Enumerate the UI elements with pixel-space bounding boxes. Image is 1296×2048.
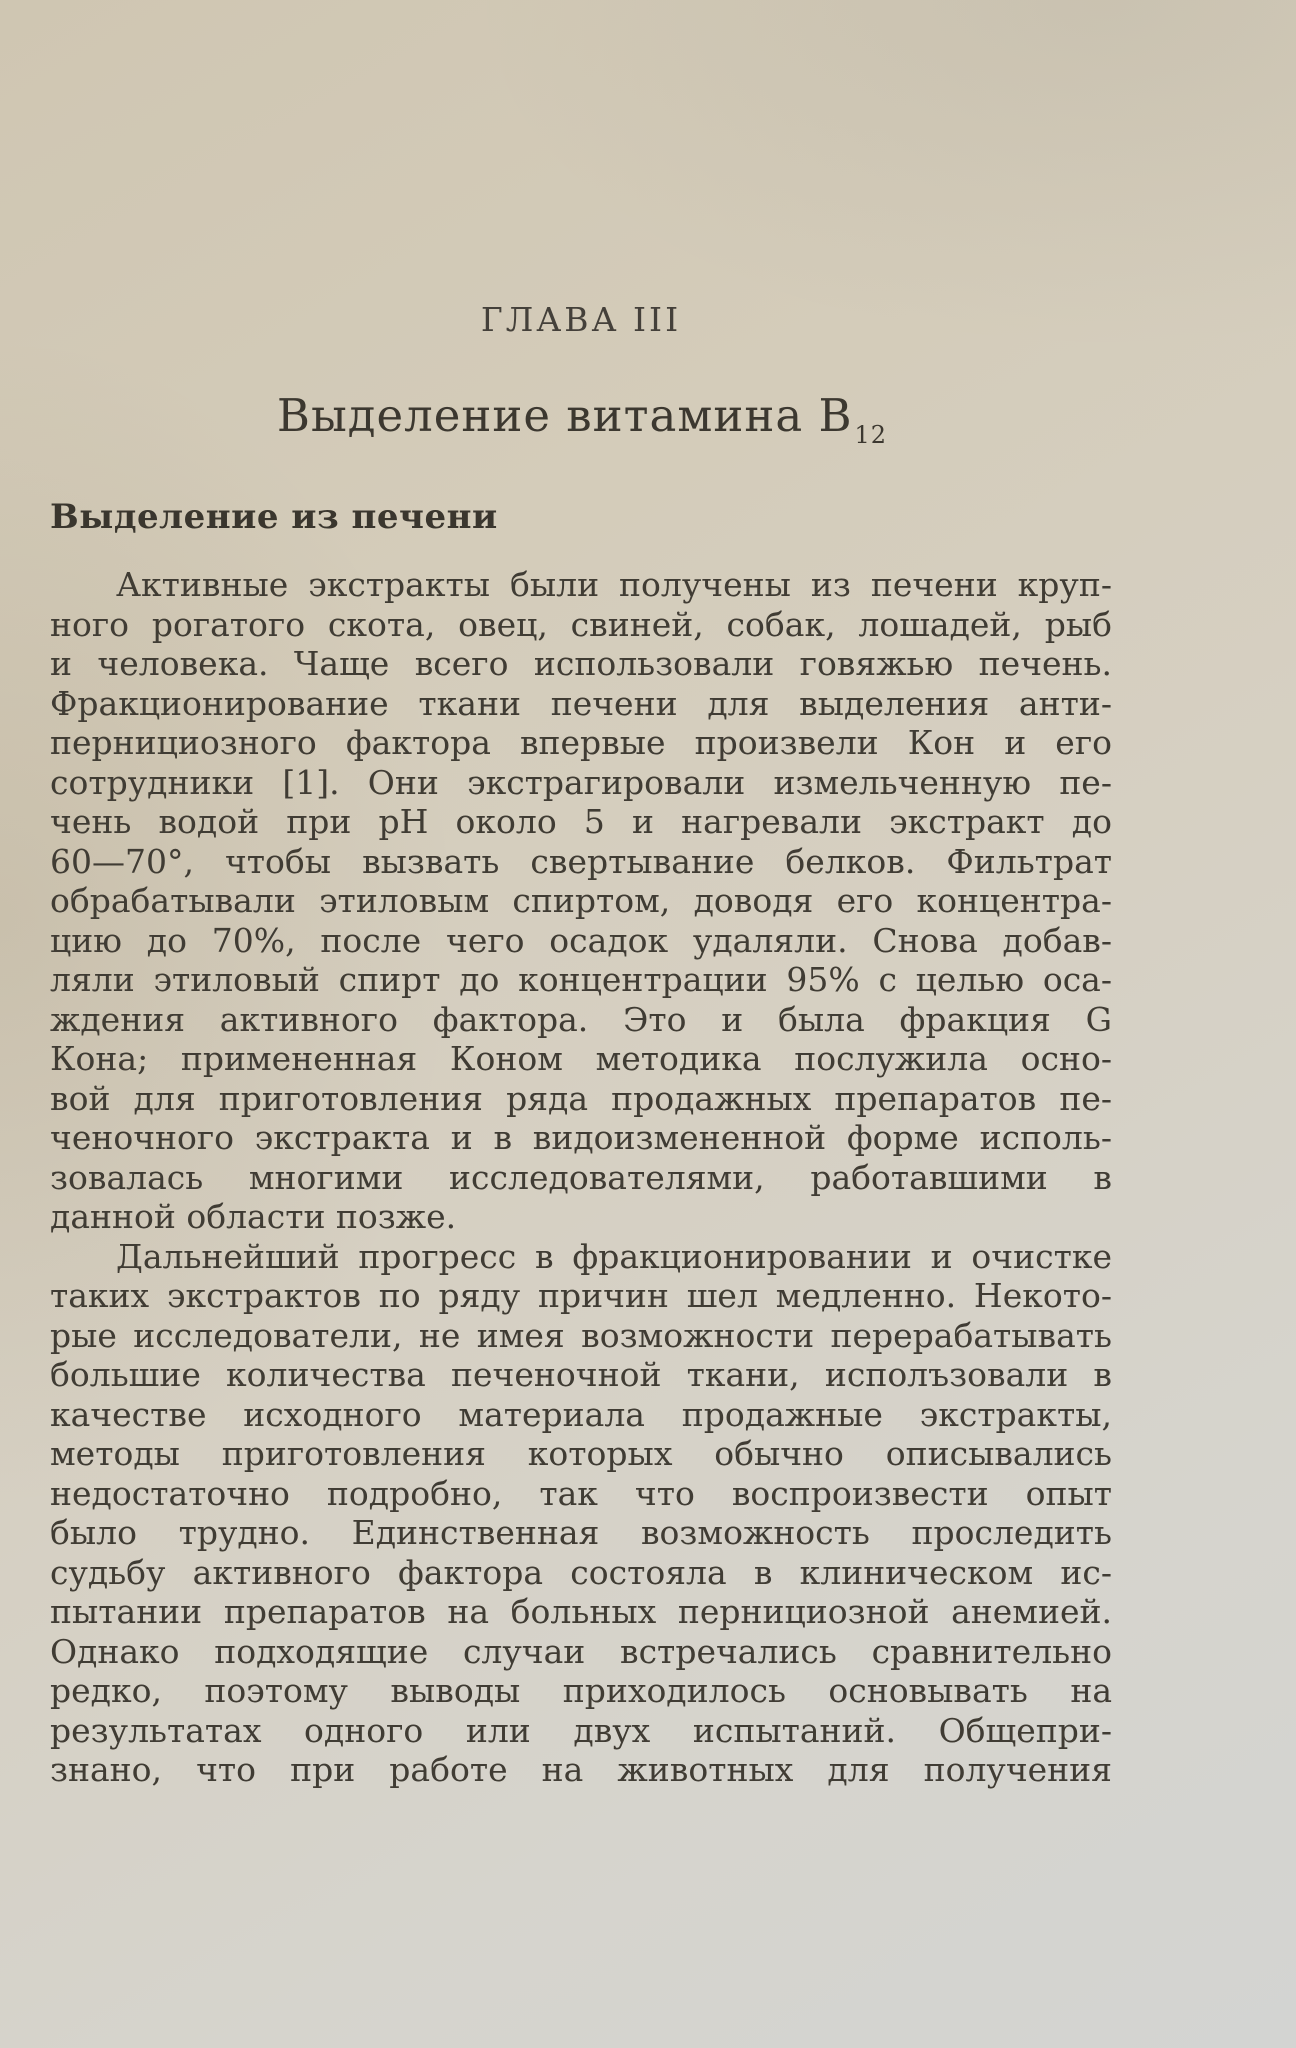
text-line: было трудно. Единственная возможность проследить [50, 1513, 1112, 1552]
chapter-heading: ГЛАВА III [480, 300, 682, 339]
text-line: ного рогатого скота, овец, свиней, собак, лошадей, рыб [50, 604, 1112, 644]
text-line: чень водой при pH около 5 и нагревали экстракт до [50, 802, 1112, 841]
text-line: обрабатывали этиловым спиртом, доводя его концентра- [50, 881, 1112, 920]
text-line: цию до 70%, после чего осадок удаляли. Снова добав- [50, 920, 1112, 960]
page-title-subscript: 12 [854, 421, 888, 449]
text-line: 60—70°, чтобы вызвать свертывание белков. Фильтрат [50, 841, 1112, 881]
text-line: и человека. Чаще всего использовали говяжью печень. [50, 644, 1112, 683]
page-title [50, 389, 1112, 449]
text-line: рые исследователи, не имея возможности перерабатывать [50, 1315, 1112, 1355]
text-line: судьбу активного фактора состояла в клиническом ис- [50, 1552, 1112, 1592]
text-line: ченочного экстракта и в видоизмененной форме исполь- [50, 1118, 1112, 1157]
text-line: методы приготовления которых обычно описывались [50, 1434, 1112, 1473]
text-line: сотрудники [1]. Они экстрагировали измельченную пе- [50, 762, 1112, 802]
text-line: результатах одного или двух испытаний. Общепри- [50, 1710, 1112, 1750]
section-heading: Выделение из печени [50, 497, 498, 537]
text-line: ляли этиловый спирт до концентрации 95% с целью оса- [50, 960, 1112, 999]
text-line: Кона; примененная Коном методика послужила осно- [50, 1039, 1112, 1078]
text-line: Активные экстракты были получены из печени круп- [116, 565, 1112, 604]
text-line: данной области позже. [50, 1197, 457, 1236]
text-line: Однако подходящие случаи встречались сравнительно [50, 1631, 1112, 1671]
text-line: Фракционирование ткани печени для выделения анти- [50, 683, 1112, 723]
paragraph [50, 1237, 1112, 1790]
text-line: ждения активного фактора. Это и была фракция G [50, 999, 1112, 1039]
body-text [50, 565, 1112, 1790]
text-line: знано, что при работе на животных для получения [50, 1750, 1112, 1789]
text-line: зовалась многими исследователями, работавшими в [50, 1157, 1112, 1197]
text-line: большие количества печеночной ткани, исполъзовали в [50, 1355, 1112, 1394]
text-line: пытании препаратов на больных пернициозной анемией. [50, 1592, 1112, 1631]
text-column [50, 0, 1112, 1790]
text-line: вой для приготовления ряда продажных препаратов пе- [50, 1078, 1112, 1118]
paragraph [50, 565, 1112, 1237]
page-title-text: Выделение витамина В [276, 389, 853, 442]
text-line: пернициозного фактора впервые произвели Кон и его [50, 723, 1112, 762]
text-line: редко, поэтому выводы приходилось основывать на [50, 1671, 1112, 1710]
text-line: таких экстрактов по ряду причин шел медленно. Некото- [50, 1276, 1112, 1315]
text-line: Дальнейший прогресс в фракционировании и очистке [116, 1236, 1112, 1276]
text-line: качестве исходного материала продажные экстракты, [50, 1394, 1112, 1434]
text-line: недостаточно подробно, так что воспроизвести опыт [50, 1473, 1112, 1513]
